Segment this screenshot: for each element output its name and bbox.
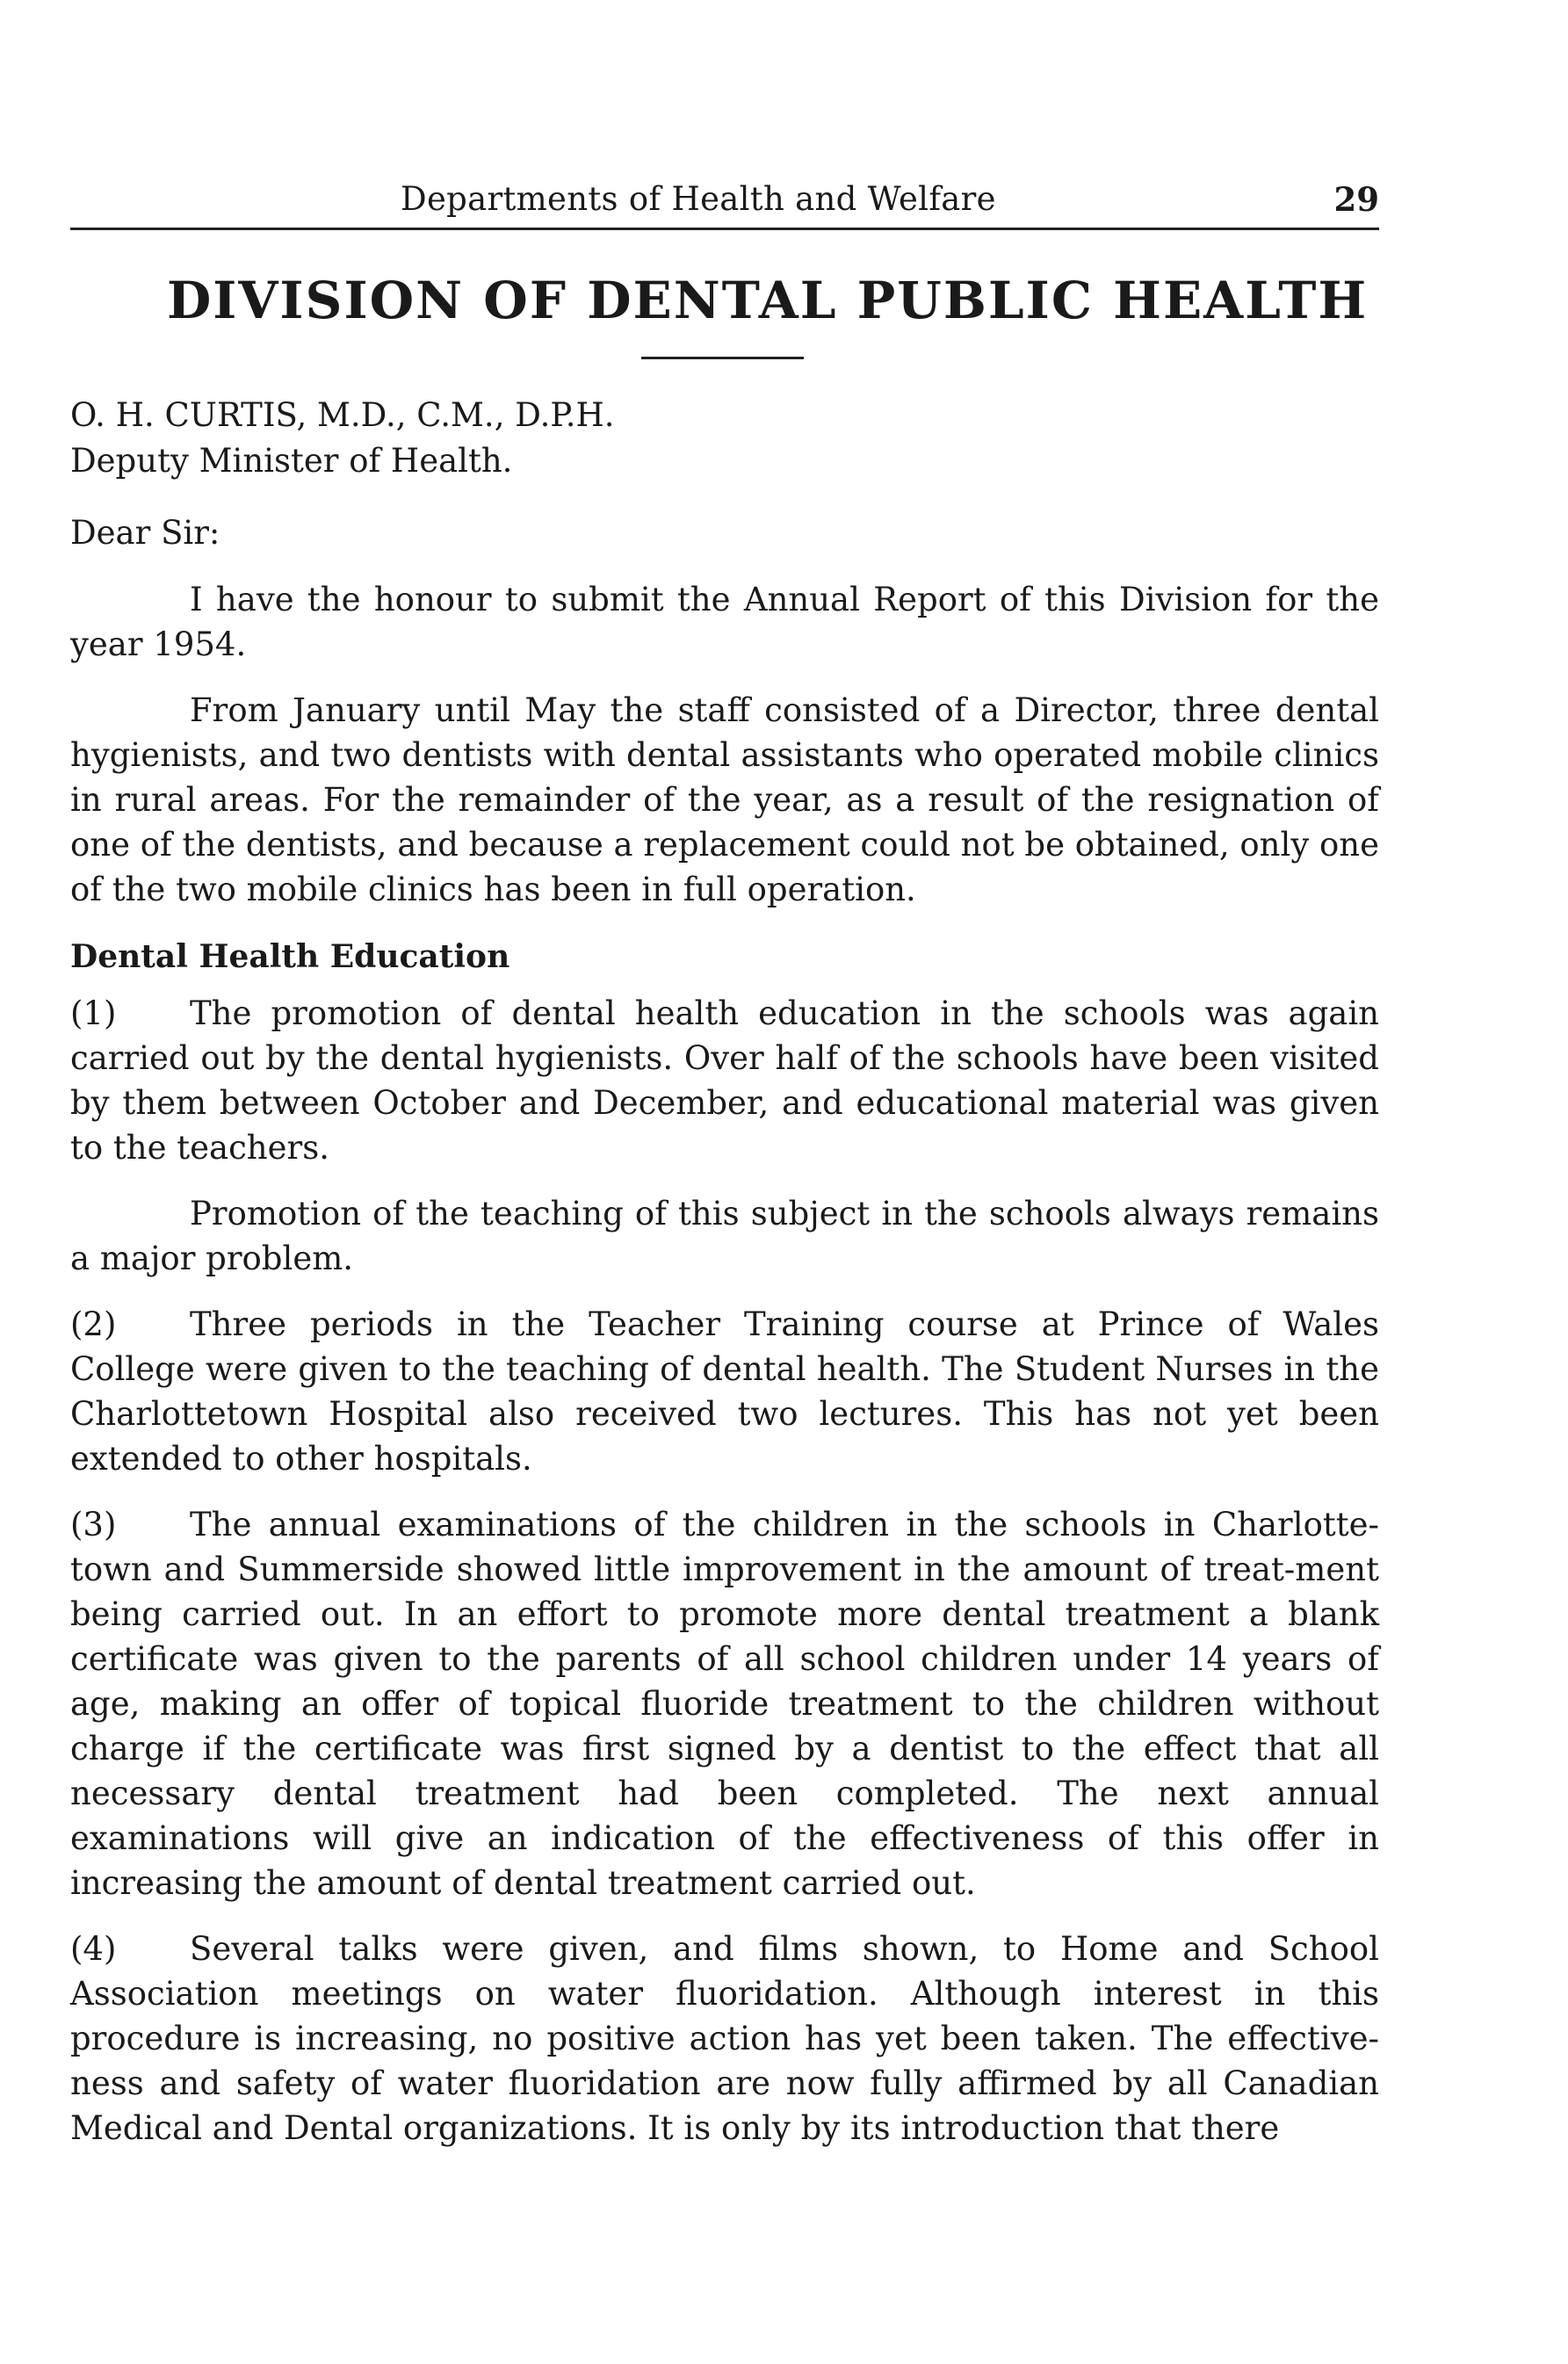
addressee-position: Deputy Minister of Health. (70, 442, 513, 480)
item-2-number: (2) (70, 1305, 117, 1343)
addressee-block (70, 393, 1379, 484)
running-title: Departments of Health and Welfare (401, 180, 996, 218)
section-heading: Dental Health Education (70, 938, 510, 975)
intro-paragraph: I have the honour to submit the Annual Report of this Division for the year 1954. (70, 581, 1379, 663)
document-page (70, 171, 1379, 2151)
item-1-number: (1) (70, 994, 117, 1032)
division-title: DIVISION OF DENTAL PUBLIC HEALTH (167, 271, 1369, 330)
item-3-text: The annual examinations of the children in the schools in Charlotte-town and Summerside showed little improvement in the amount of treat-ment being carried out. In an effort to promote more dental treatment a blank certificate was given to the parents of all school children under 14 years of age, making an offer of topical fluoride treatment to the children without charge if the certificate was first signed by a dentist to the effect that all necessary dental treatment had been completed. The next annual examinations will give an indication of the effectiveness of this offer in increasing the amount of dental treatment carried out. (70, 1506, 1379, 1902)
item-1-paragraph (70, 991, 1379, 1170)
item-1-text: The promotion of dental health education in the schools was again carried out by the dental hygienists. Over half of the schools have been visited by them between October and December, and educational material was given to the teachers. (70, 994, 1379, 1167)
addressee-name: O. H. CURTIS, M.D., C.M., D.P.H. (70, 396, 615, 434)
running-header (70, 171, 1379, 230)
item-4-text: Several talks were given, and films shown, to Home and School Association meetings on water fluoridation. Although interest in this procedure is increasing, no positive action has yet been taken. The effective-ness and safety of water fluoridation are now fully affirmed by all Canadian Medical and Dental organizations. It is only by its introduction that there (70, 1930, 1379, 2147)
salutation: Dear Sir: (70, 514, 220, 552)
title-rule (641, 357, 804, 359)
promotion-paragraph: Promotion of the teaching of this subject in the schools always remains a major problem. (70, 1195, 1379, 1277)
page-number: 29 (1333, 180, 1379, 219)
item-2-paragraph (70, 1302, 1379, 1481)
item-3-paragraph (70, 1502, 1379, 1905)
item-3-number: (3) (70, 1506, 117, 1543)
item-4-paragraph (70, 1927, 1379, 2151)
item-2-text: Three periods in the Teacher Training course at Prince of Wales College were given to the teaching of dental health. The Student Nurses in the Charlottetown Hospital also received two lectures. This has not yet been extended to other hospitals. (70, 1305, 1379, 1478)
staff-paragraph: From January until May the staff consisted of a Director, three dental hygienists, and two dentists with dental assistants who operated mobile clinics in rural areas. For the remainder of the year, as a result of the resignation of one of the dentists, and because a replacement could not be obtained, only one of the two mobile clinics has been in full operation. (70, 691, 1379, 908)
item-4-number: (4) (70, 1930, 117, 1968)
